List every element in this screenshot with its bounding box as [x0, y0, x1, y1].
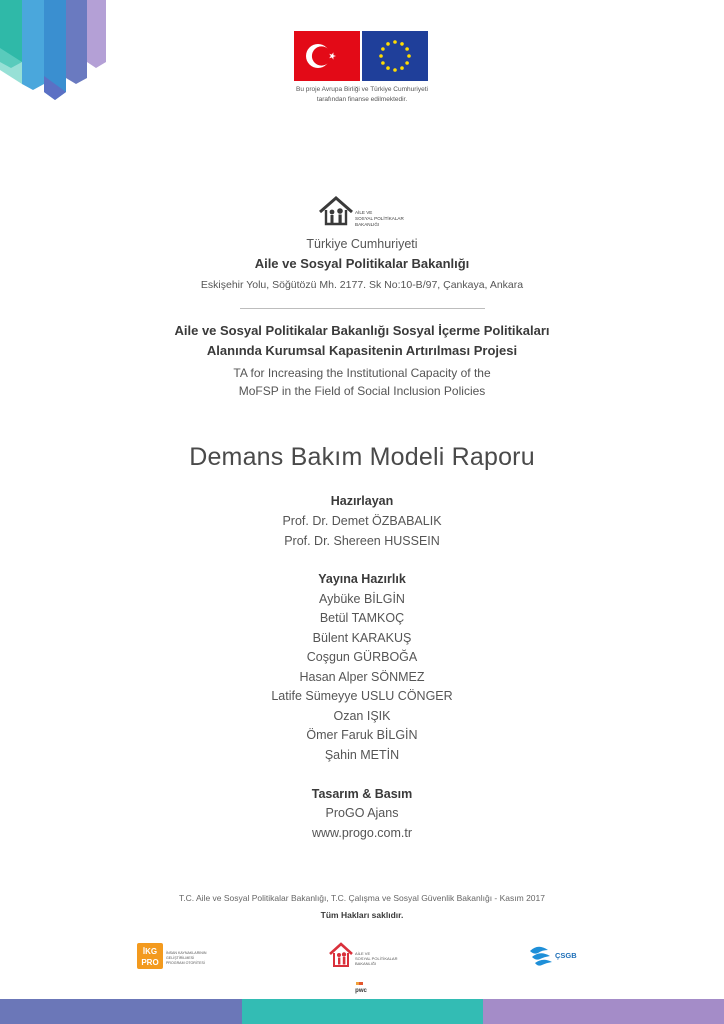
footer-bar-left	[0, 999, 242, 1024]
turkey-flag-icon	[294, 31, 360, 81]
ministry-name: Aile ve Sosyal Politikalar Bakanlığı	[254, 256, 470, 271]
prepared-by-name: Prof. Dr. Demet ÖZBABALIK	[282, 514, 442, 528]
design-heading: Tasarım & Basım	[311, 787, 413, 801]
flags-group	[294, 31, 429, 83]
ministry-footer-logo	[328, 940, 400, 972]
publishing-name: Coşgun GÜRBOĞA	[306, 650, 418, 664]
prepared-by-heading: Hazırlayan	[330, 494, 394, 508]
funding-statement	[250, 85, 474, 105]
design-agency: ProGO Ajans	[325, 806, 399, 820]
divider	[240, 308, 485, 309]
project-title-line-1: Aile ve Sosyal Politikalar Bakanlığı Sosyal İçerme Politikaları	[174, 323, 550, 338]
ikg-logo-text-2: GELİŞTİRİLMESİ	[166, 956, 195, 960]
publishing-name: Ömer Faruk BİLGİN	[306, 728, 418, 742]
pwc-logo-text: pwc	[355, 988, 367, 994]
publishing-name: Aybüke BİLGİN	[319, 592, 405, 606]
project-english-line-2: MoFSP in the Field of Social Inclusion Policies	[238, 384, 486, 398]
pwc-logo	[350, 982, 372, 994]
ministry-address: Eskişehir Yolu, Söğütözü Mh. 2177. Sk No:10-B/97, Çankaya, Ankara	[200, 279, 524, 291]
footer-ministry-line-1: AİLE VE	[355, 951, 371, 956]
ikg-logo-text-3: PROGRAM OTORİTESİ	[166, 961, 205, 965]
footer-ministry-line-2: SOSYAL POLİTİKALAR	[355, 956, 398, 961]
design-website-link[interactable]: www.progo.com.tr	[311, 826, 413, 840]
prepared-by-name: Prof. Dr. Shereen HUSSEIN	[284, 534, 440, 548]
ikg-logo-top: İKG	[142, 947, 158, 956]
eu-flag-icon	[362, 31, 428, 81]
publishing-name: Hasan Alper SÖNMEZ	[299, 670, 425, 684]
ministry-house-logo	[318, 194, 413, 232]
csgb-logo-text: ÇSGB	[555, 951, 577, 960]
funding-line-1: Bu proje Avrupa Birliği ve Türkiye Cumhuriyeti	[296, 86, 428, 93]
funding-line-2: tarafından finanse edilmektedir.	[316, 96, 408, 103]
publishing-name: Latife Sümeyye USLU CÖNGER	[271, 689, 453, 703]
publishing-name: Şahin METİN	[324, 748, 400, 762]
corner-ribbon-graphic	[0, 0, 110, 105]
republic-label: Türkiye Cumhuriyeti	[306, 237, 418, 251]
ministry-logo-line-3: BAKANLIĞI	[355, 222, 380, 227]
ministry-logo-line-2: SOSYAL POLİTİKALAR	[355, 216, 404, 221]
project-english-line-1: TA for Increasing the Institutional Capacity of the	[233, 366, 491, 380]
footer-bar-middle	[242, 999, 483, 1024]
ikg-logo-text-1: İNSAN KAYNAKLARININ	[166, 951, 207, 955]
publishing-name: Ozan IŞIK	[333, 709, 391, 723]
ministry-logo-line-1: AİLE VE	[355, 210, 373, 215]
project-title-line-2: Alanında Kurumsal Kapasitenin Artırılması Projesi	[206, 343, 518, 358]
footer-ministry-line-3: BAKANLIĞI	[355, 961, 377, 966]
footer-credit: T.C. Aile ve Sosyal Politikalar Bakanlığı, T.C. Çalışma ve Sosyal Güvenlik Bakanlığı - Kasım 2017	[179, 893, 545, 903]
footer-rights: Tüm Hakları saklıdır.	[320, 910, 404, 920]
publishing-name: Betül TAMKOÇ	[319, 611, 405, 625]
footer-bar-right	[483, 999, 724, 1024]
report-title: Demans Bakım Modeli Raporu	[189, 443, 535, 471]
ikg-pro-logo	[137, 941, 215, 971]
publishing-heading: Yayına Hazırlık	[318, 572, 406, 586]
publishing-name: Bülent KARAKUŞ	[312, 631, 412, 645]
ikg-logo-bottom: PRO	[141, 958, 159, 967]
csgb-logo	[528, 941, 592, 971]
